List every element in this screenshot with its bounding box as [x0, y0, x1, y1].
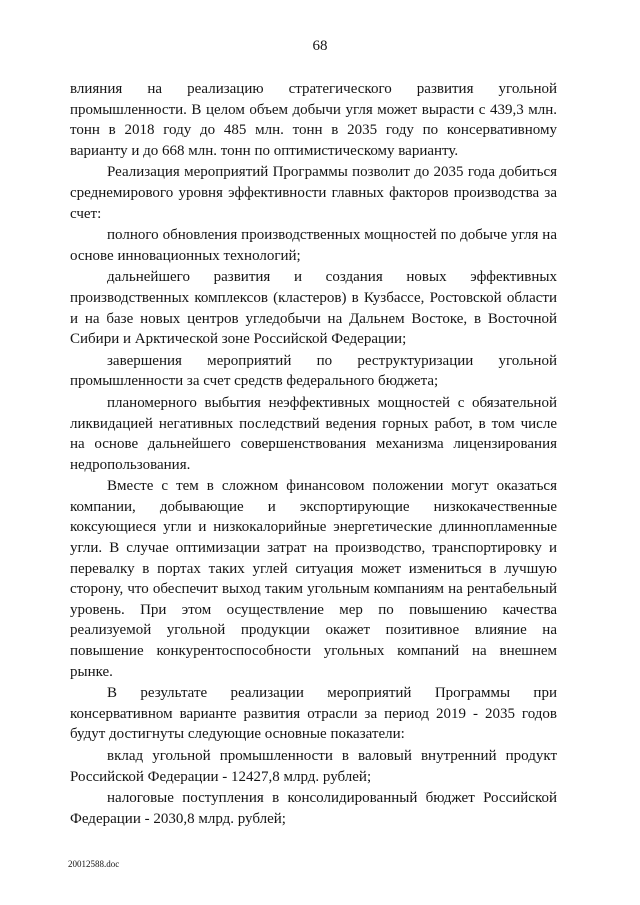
list-item: полного обновления производственных мощностей по добыче угля на основе инновационных технологий;: [70, 227, 557, 264]
footer-filename: 20012588.doc: [68, 859, 120, 869]
paragraph: В результате реализации мероприятий Программы при консервативном варианте развития отрасли за период 2019 - 2035 годов будут достигнуты следующие основные показатели:: [70, 685, 557, 743]
page-number: 68: [312, 38, 328, 54]
list-item: завершения мероприятий по реструктуризации угольной промышленности за счет средств федерального бюджета;: [70, 352, 557, 390]
list-item: налоговые поступления в консолидированный бюджет Российской Федерации - 2030,8 млрд. рублей;: [70, 790, 557, 827]
list-item: планомерного выбытия неэффективных мощностей с обязательной ликвидацией негативных последствий ведения горных работ, в том числе на основе дальнейшего совершенствования механизма лицензирования недропользования.: [70, 394, 557, 473]
paragraph: Реализация мероприятий Программы позволит до 2035 года добиться среднемирового уровня эффективности главных факторов производства за счет:: [70, 164, 557, 222]
list-item: дальнейшего развития и создания новых эффективных производственных комплексов (кластеров) в Кузбассе, Ростовской области и на базе новых центров угледобычи на Дальнем Востоке, в Восточной Сибири и Арктической зоне Российской Федерации;: [70, 269, 557, 348]
paragraph: Вместе с тем в сложном финансовом положении могут оказаться компании, добывающие и экспортирующие низкокачественные коксующиеся угли и низкокалорийные энергетические длиннопламенные угли. В случае оптимизации затрат на производство, транспортировку и перевалку в портах таких углей ситуация может измениться в лучшую сторону, что обеспечит выход таким угольным компаниям на рентабельный уровень. При этом осуществление мер по повышению качества реализуемой угольной продукции окажет позитивное влияние на повышение конкурентоспособности угольных компаний на внешнем рынке.: [70, 478, 557, 680]
body-text: [70, 79, 557, 829]
paragraph-continuation: влияния на реализацию стратегического развития угольной промышленности. В целом объем добычи угля может вырасти с 439,3 млн. тонн в 2018 году до 485 млн. тонн в 2035 году по консервативному варианту и до 668 млн. тонн по оптимистическому варианту.: [70, 81, 557, 159]
list-item: вклад угольной промышленности в валовый внутренний продукт Российской Федерации - 12427,8 млрд. рублей;: [70, 748, 557, 785]
